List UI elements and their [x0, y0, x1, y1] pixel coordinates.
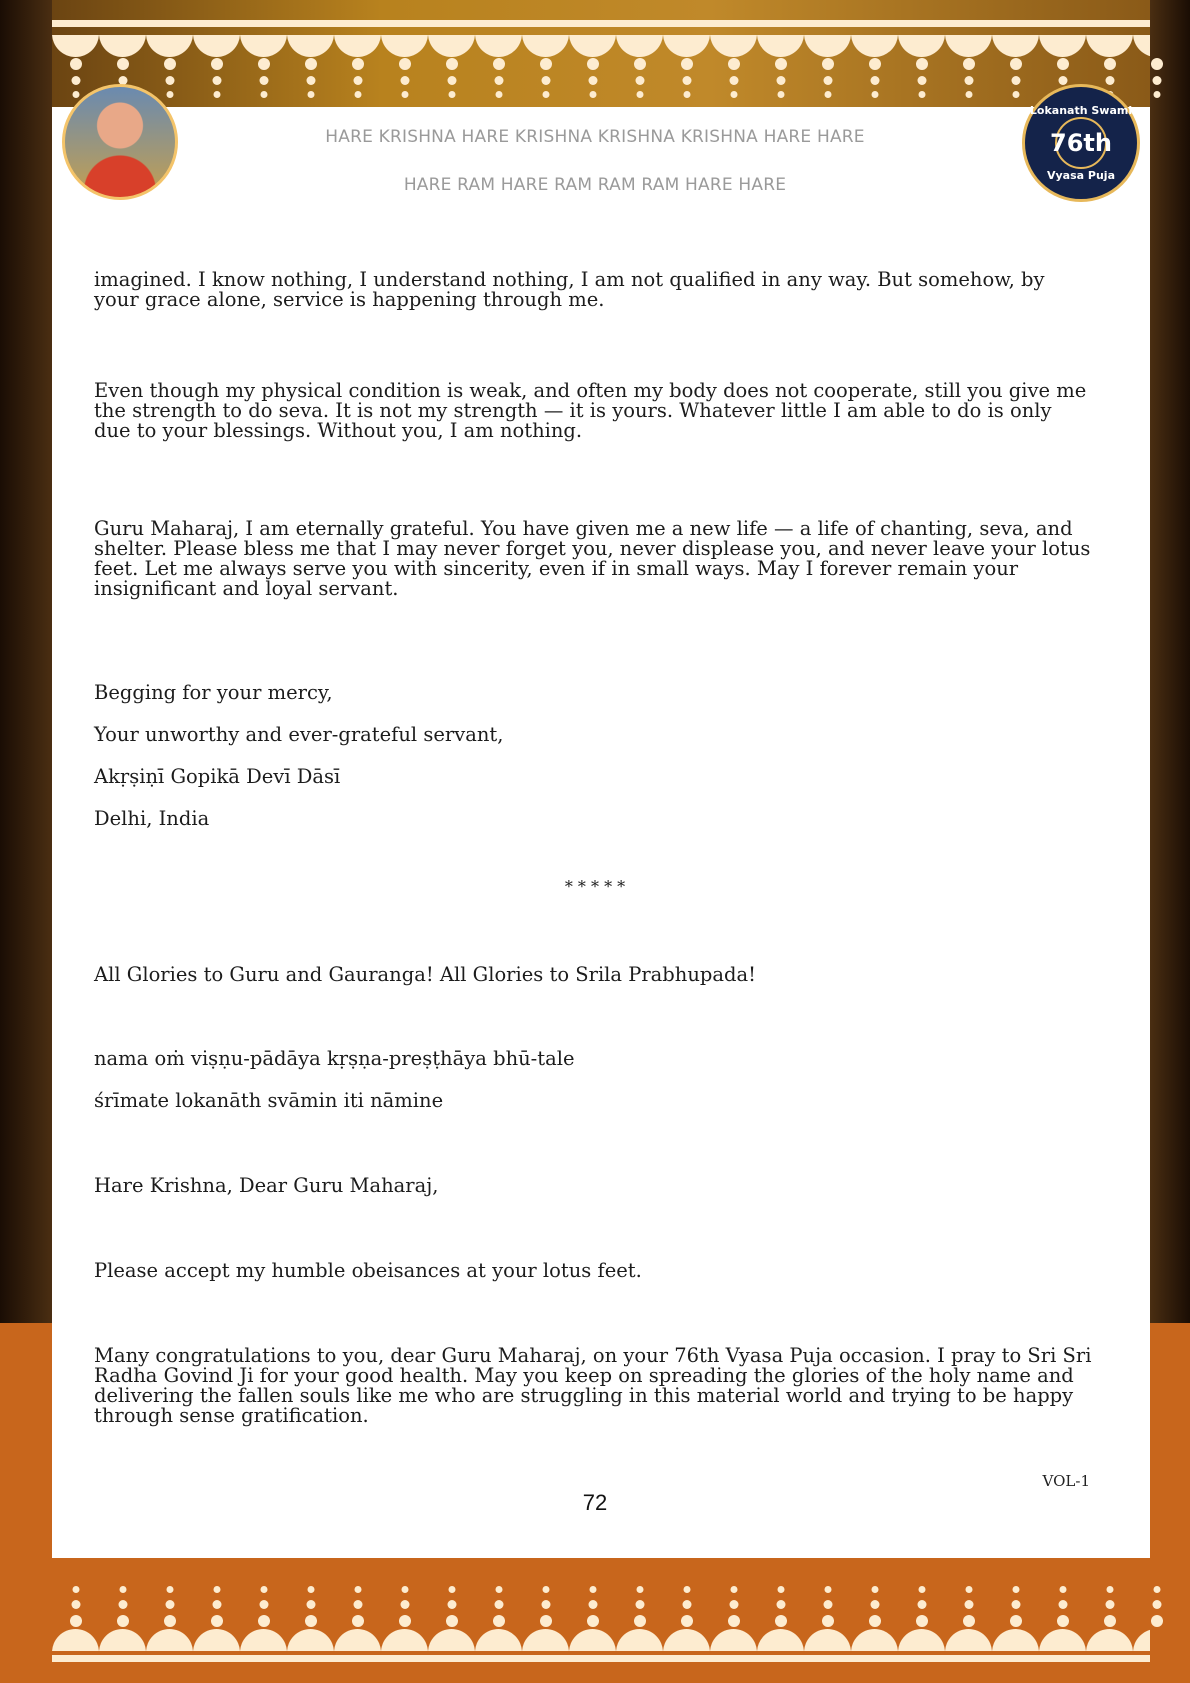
scallop: [428, 1629, 475, 1651]
dot: [871, 91, 878, 98]
dot: [1012, 91, 1019, 98]
dot: [634, 1615, 646, 1627]
dot: [683, 1586, 690, 1593]
dot: [823, 1600, 832, 1609]
dot: [446, 1615, 458, 1627]
dot-column: [522, 1584, 569, 1624]
dot: [822, 58, 834, 70]
dot: [260, 91, 267, 98]
dot: [775, 58, 787, 70]
dot-column: [287, 1584, 334, 1624]
dot: [777, 91, 784, 98]
dot: [964, 1600, 973, 1609]
dot-column: [992, 1584, 1039, 1624]
dot: [118, 1600, 127, 1609]
dot: [212, 76, 221, 85]
dot: [165, 76, 174, 85]
dot: [164, 1615, 176, 1627]
scallop: [52, 35, 99, 57]
dot: [259, 1600, 268, 1609]
dot: [681, 58, 693, 70]
dot: [1057, 58, 1069, 70]
scallop: [475, 35, 522, 57]
dot: [495, 1586, 502, 1593]
bottom-border-line: [52, 1655, 1150, 1662]
dot: [540, 1615, 552, 1627]
scallop: [992, 1629, 1039, 1651]
dot: [869, 1615, 881, 1627]
scallop: [757, 35, 804, 57]
scallop: [616, 1629, 663, 1651]
dot-column: [334, 1584, 381, 1624]
dot: [400, 76, 409, 85]
dot: [258, 58, 270, 70]
dot: [916, 1615, 928, 1627]
dot: [1012, 1586, 1019, 1593]
dot: [587, 58, 599, 70]
section-separator: * * * * *: [564, 877, 626, 896]
dot-column: [240, 1584, 287, 1624]
dot: [353, 76, 362, 85]
dot: [870, 1600, 879, 1609]
dot: [448, 1586, 455, 1593]
dot: [1058, 1600, 1067, 1609]
dot-column: [898, 1584, 945, 1624]
dot: [587, 1615, 599, 1627]
dot: [1010, 1615, 1022, 1627]
dot: [682, 76, 691, 85]
dot: [119, 1586, 126, 1593]
dot: [542, 91, 549, 98]
dot: [211, 1615, 223, 1627]
paragraph-4: All Glories to Guru and Gauranga! All Glories to Srila Prabhupada!: [94, 963, 756, 986]
dot: [777, 1586, 784, 1593]
dot: [963, 1615, 975, 1627]
dot: [352, 1615, 364, 1627]
dot: [306, 1600, 315, 1609]
greeting: Hare Krishna, Dear Guru Maharaj,: [94, 1174, 439, 1197]
dot: [824, 91, 831, 98]
dot: [260, 1586, 267, 1593]
scallop: [334, 1629, 381, 1651]
dot: [918, 1586, 925, 1593]
dot: [165, 1600, 174, 1609]
dot: [1153, 1586, 1160, 1593]
dot-column: [757, 1584, 804, 1624]
scallop: [898, 35, 945, 57]
dot-column: [52, 1584, 99, 1624]
dot: [399, 1615, 411, 1627]
dot: [493, 1615, 505, 1627]
dot: [965, 1586, 972, 1593]
dot: [1105, 76, 1114, 85]
scallop: [710, 1629, 757, 1651]
scallop: [240, 35, 287, 57]
scallop: [475, 1629, 522, 1651]
dot: [71, 1600, 80, 1609]
dot-column: [616, 1584, 663, 1624]
scallop: [287, 35, 334, 57]
scallop: [522, 1629, 569, 1651]
mantra-line-1: HARE KRISHNA HARE KRISHNA KRISHNA KRISHNA HARE HARE: [325, 127, 865, 147]
dot: [305, 1615, 317, 1627]
dot: [401, 1586, 408, 1593]
dot-column: [428, 1584, 475, 1624]
dot-column: [146, 1584, 193, 1624]
dot: [72, 91, 79, 98]
dot: [541, 1600, 550, 1609]
dot: [1152, 76, 1161, 85]
dot: [70, 58, 82, 70]
dot-column: [757, 56, 804, 96]
dot-column: [710, 56, 757, 96]
dot: [401, 91, 408, 98]
dot: [306, 76, 315, 85]
dot-column: [146, 56, 193, 96]
dot: [822, 1615, 834, 1627]
page-panel: [52, 107, 1150, 1558]
verse-line-2: śrīmate lokanāth svāmin iti nāmine: [94, 1089, 444, 1112]
right-background: [1150, 0, 1190, 1323]
dot: [1151, 1615, 1163, 1627]
dot-column: [804, 56, 851, 96]
dot: [1151, 58, 1163, 70]
dot-column: [475, 56, 522, 96]
dot: [1057, 1615, 1069, 1627]
scallop: [710, 35, 757, 57]
dot: [117, 1615, 129, 1627]
scallop: [1039, 35, 1086, 57]
dot-column: [522, 56, 569, 96]
scallop: [99, 35, 146, 57]
dot-column: [193, 56, 240, 96]
dot: [963, 58, 975, 70]
dot: [917, 76, 926, 85]
dot-column: [240, 56, 287, 96]
dot: [258, 1615, 270, 1627]
bottom-dot-border: [52, 1584, 1150, 1624]
dot: [729, 1600, 738, 1609]
badge-bottom-text: Vyasa Puja: [1047, 169, 1115, 182]
dot: [166, 1586, 173, 1593]
dot: [541, 76, 550, 85]
dot: [681, 1615, 693, 1627]
dot: [1105, 1600, 1114, 1609]
dot: [71, 76, 80, 85]
paragraph-2: Even though my physical condition is weak, and often my body does not cooperate, still you give me the strength to do seva. It is not my strength — it is yours. Whatever little I am able to do is only due to your blessings. Without you, I am nothing.: [94, 379, 1087, 442]
dot-column: [381, 56, 428, 96]
dot: [589, 91, 596, 98]
scallop: [757, 1629, 804, 1651]
dot: [305, 58, 317, 70]
dot-column: [569, 1584, 616, 1624]
dot: [1011, 76, 1020, 85]
dot: [1058, 76, 1067, 85]
dot: [728, 58, 740, 70]
dot-column: [1133, 1584, 1180, 1624]
scallop: [1133, 1629, 1150, 1651]
dot: [447, 1600, 456, 1609]
dot: [1011, 1600, 1020, 1609]
dot: [869, 58, 881, 70]
dot-column: [287, 56, 334, 96]
left-background: [0, 0, 52, 1323]
dot: [636, 91, 643, 98]
dot: [728, 1615, 740, 1627]
dot-column: [99, 1584, 146, 1624]
dot-column: [663, 1584, 710, 1624]
dot: [870, 76, 879, 85]
dot-column: [945, 1584, 992, 1624]
dot-column: [1086, 1584, 1133, 1624]
dot: [1104, 1615, 1116, 1627]
badge-top-text: Lokanath Swami: [1029, 104, 1133, 117]
dot-column: [663, 56, 710, 96]
dot: [589, 1586, 596, 1593]
dot: [212, 1600, 221, 1609]
dot: [1059, 1586, 1066, 1593]
top-border-line: [52, 20, 1150, 27]
dot-column: [804, 1584, 851, 1624]
volume-label: VOL-1: [1042, 1472, 1090, 1490]
dot: [730, 91, 737, 98]
dot: [824, 1586, 831, 1593]
dot-column: [851, 56, 898, 96]
dot: [635, 1600, 644, 1609]
dot: [166, 91, 173, 98]
scallop: [569, 35, 616, 57]
scallop: [851, 1629, 898, 1651]
scallop: [522, 35, 569, 57]
dot: [916, 58, 928, 70]
scallop: [287, 1629, 334, 1651]
dot-column: [898, 56, 945, 96]
dot: [213, 1586, 220, 1593]
dot: [636, 1586, 643, 1593]
dot: [1152, 1600, 1161, 1609]
dot: [72, 1586, 79, 1593]
dot: [918, 91, 925, 98]
dot-column: [710, 1584, 757, 1624]
scallop: [240, 1629, 287, 1651]
scallop: [945, 1629, 992, 1651]
dot: [730, 1586, 737, 1593]
dot: [682, 1600, 691, 1609]
dot: [446, 58, 458, 70]
dot: [494, 1600, 503, 1609]
scallop: [1086, 1629, 1133, 1651]
dot: [776, 76, 785, 85]
dot: [683, 91, 690, 98]
dot: [964, 76, 973, 85]
dot-column: [569, 56, 616, 96]
dot: [823, 76, 832, 85]
dot: [117, 58, 129, 70]
bottom-scallop-border: [52, 1627, 1150, 1651]
closing-line-2: Your unworthy and ever-grateful servant,: [94, 723, 504, 746]
paragraph-1: imagined. I know nothing, I understand nothing, I am not qualified in any way. But somehow, by your grace alone, service is happening through me.: [94, 268, 1045, 311]
scallop: [381, 1629, 428, 1651]
dot-column: [475, 1584, 522, 1624]
dot: [164, 58, 176, 70]
dot: [352, 58, 364, 70]
signature-place: Delhi, India: [94, 807, 210, 830]
dot-column: [428, 56, 475, 96]
dot-column: [193, 1584, 240, 1624]
dot-column: [992, 56, 1039, 96]
dot: [354, 1586, 361, 1593]
dot: [871, 1586, 878, 1593]
dot: [399, 58, 411, 70]
dot-column: [851, 1584, 898, 1624]
scallop: [992, 35, 1039, 57]
scallop: [1133, 35, 1150, 57]
closing-line-1: Begging for your mercy,: [94, 681, 333, 704]
dot-column: [616, 56, 663, 96]
scallop: [804, 1629, 851, 1651]
dot: [354, 91, 361, 98]
dot-column: [945, 56, 992, 96]
dot: [729, 76, 738, 85]
dot: [634, 58, 646, 70]
scallop: [569, 1629, 616, 1651]
dot: [540, 58, 552, 70]
dot: [211, 58, 223, 70]
signature-name: Akṛṣiṇī Gopikā Devī Dāsī: [94, 765, 341, 788]
paragraph-5: Please accept my humble obeisances at your lotus feet.: [94, 1259, 642, 1282]
scallop: [146, 35, 193, 57]
badge-number: 76th: [1055, 117, 1107, 169]
dot: [259, 76, 268, 85]
dot: [1106, 1586, 1113, 1593]
dot-column: [334, 56, 381, 96]
scallop: [851, 35, 898, 57]
dot: [495, 91, 502, 98]
dot: [588, 76, 597, 85]
dot: [542, 1586, 549, 1593]
dot: [400, 1600, 409, 1609]
dot: [635, 76, 644, 85]
scallop: [146, 1629, 193, 1651]
page-number: 72: [582, 1490, 608, 1515]
scallop: [52, 1629, 99, 1651]
dot: [494, 76, 503, 85]
dot: [493, 58, 505, 70]
paragraph-6: Many congratulations to you, dear Guru Maharaj, on your 76th Vyasa Puja occasion. I pray to Sri Sri Radha Govind Ji for your good health. May you keep on spreading the glories of the holy name and delivering the fallen souls like me who are struggling in this material world and trying to be happy through sense gratification.: [94, 1344, 1092, 1427]
scallop: [945, 35, 992, 57]
scallop: [193, 35, 240, 57]
mantra-line-2: HARE RAM HARE RAM RAM RAM HARE HARE: [403, 175, 787, 195]
top-dot-border: [52, 56, 1150, 96]
dot-column: [381, 1584, 428, 1624]
dot: [307, 91, 314, 98]
dot: [1104, 58, 1116, 70]
dot: [917, 1600, 926, 1609]
scallop: [898, 1629, 945, 1651]
dot: [776, 1600, 785, 1609]
dot: [213, 91, 220, 98]
dot: [307, 1586, 314, 1593]
scallop: [663, 1629, 710, 1651]
dot: [775, 1615, 787, 1627]
dot: [1153, 91, 1160, 98]
scallop: [334, 35, 381, 57]
dot: [588, 1600, 597, 1609]
verse-line-1: nama oṁ viṣṇu-pādāya kṛṣṇa-preṣṭhāya bhū-tale: [94, 1047, 575, 1070]
scallop: [99, 1629, 146, 1651]
scallop: [1039, 1629, 1086, 1651]
dot: [70, 1615, 82, 1627]
dot-column: [1039, 1584, 1086, 1624]
scallop: [663, 35, 710, 57]
dot: [353, 1600, 362, 1609]
scallop: [1086, 35, 1133, 57]
dot: [965, 91, 972, 98]
dot: [448, 91, 455, 98]
scallop: [804, 35, 851, 57]
scallop: [193, 1629, 240, 1651]
scallop: [428, 35, 475, 57]
scallop: [381, 35, 428, 57]
dot-column: [1133, 56, 1180, 96]
paragraph-3: Guru Maharaj, I am eternally grateful. You have given me a new life — a life of chanting, seva, and shelter. Please bless me that I may never forget you, never displease you, and never leave your lotus feet. Let me always serve you with sincerity, even if in small ways. May I forever remain your insignificant and loyal servant.: [94, 517, 1091, 600]
dot: [447, 76, 456, 85]
scallop: [616, 35, 663, 57]
dot: [1010, 58, 1022, 70]
